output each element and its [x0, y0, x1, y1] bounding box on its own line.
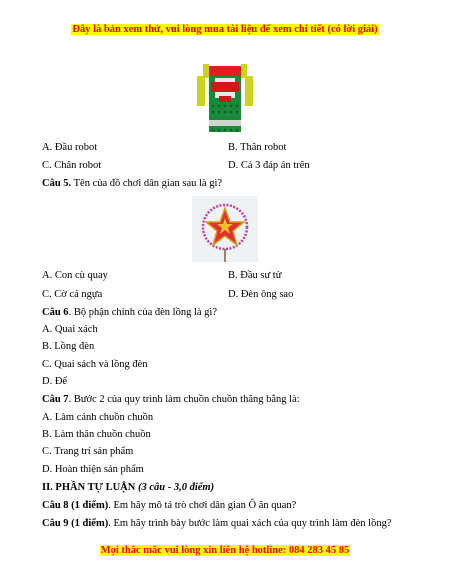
q6-option-d: D. Đế — [42, 376, 68, 387]
q4-option-a: A. Đầu robot — [42, 142, 98, 153]
q5-text: Tên của đồ chơi dân gian sau là gì? — [71, 178, 223, 189]
q9-label: Câu 9 (1 điểm) — [42, 518, 109, 529]
q6-text: . Bộ phận chính của đèn lồng là gì? — [68, 307, 217, 318]
q6-option-a: A. Quai xách — [42, 324, 98, 335]
q5-option-a: A. Con cù quay — [42, 270, 108, 281]
q7-label: Câu 7 — [42, 394, 69, 405]
q6-option-c: C. Quai sách và lồng đèn — [42, 359, 148, 370]
q8-question — [42, 500, 296, 511]
q7-option-a: A. Làm cánh chuồn chuồn — [42, 412, 154, 423]
robot-kit-image — [195, 60, 255, 136]
preview-notice: Đây là bản xem thử, vui lòng mua tài liệu để xem chi tiết (có lời giải) — [72, 24, 378, 35]
q9-question — [42, 518, 392, 529]
q7-option-b: B. Làm thân chuồn chuồn — [42, 429, 151, 440]
star-lantern-image — [192, 196, 258, 262]
q5-option-b: B. Đầu sư tử — [228, 270, 282, 281]
q7-question — [42, 394, 300, 405]
section-title: II. PHẦN TỰ LUẬN — [42, 482, 138, 493]
q6-question — [42, 307, 217, 318]
q7-option-c: C. Trang trí sản phẩm — [42, 446, 134, 457]
q9-text: . Em hãy trình bày bước làm quai xách của quy trình làm đèn lồng? — [108, 518, 392, 529]
q5-option-c: C. Cờ cá ngựa — [42, 289, 103, 300]
q6-option-b: B. Lồng đèn — [42, 341, 95, 352]
q4-option-c: C. Chân robot — [42, 160, 102, 171]
q6-label: Câu 6 — [42, 307, 69, 318]
q8-label: Câu 8 (1 điểm) — [42, 500, 109, 511]
q4-option-b: B. Thân robot — [228, 142, 287, 153]
q5-label: Câu 5. — [42, 178, 72, 189]
section-heading — [42, 482, 214, 493]
q7-option-d: D. Hoàn thiện sản phẩm — [42, 464, 144, 475]
section-subtitle: (3 câu - 3,0 điểm) — [137, 482, 215, 493]
hotline-notice: Mọi thắc mắc vui lòng xin liên hệ hotline: 084 283 45 85 — [100, 545, 350, 556]
q5-option-d: D. Đèn ông sao — [228, 289, 294, 300]
q8-text: . Em hãy mô tả trò chơi dân gian Ô ăn quan? — [108, 500, 297, 511]
q4-option-d: D. Cả 3 đáp án trên — [228, 160, 310, 171]
q7-text: . Bước 2 của quy trình làm chuồn chuồn thăng bằng là: — [68, 394, 300, 405]
q5-question — [42, 178, 222, 189]
